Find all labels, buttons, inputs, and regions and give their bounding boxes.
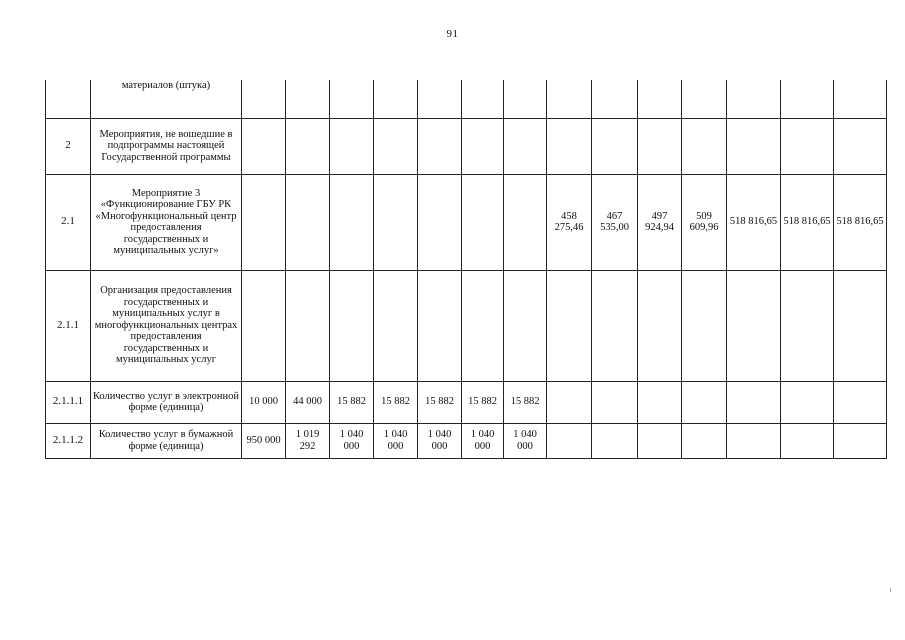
value-cell xyxy=(834,80,887,118)
value-cell: 518 816,65 xyxy=(781,174,834,270)
value-cell xyxy=(547,423,592,458)
row-name-cell: Количество услуг в электронной форме (единица) xyxy=(91,381,242,423)
value-cell xyxy=(418,270,462,381)
value-cell xyxy=(781,381,834,423)
value-cell xyxy=(781,423,834,458)
value-cell xyxy=(727,270,781,381)
value-cell xyxy=(638,270,682,381)
value-cell xyxy=(682,423,727,458)
value-cell xyxy=(682,270,727,381)
table-row xyxy=(46,174,887,270)
value-cell xyxy=(374,270,418,381)
value-cell xyxy=(242,174,286,270)
value-cell xyxy=(330,270,374,381)
value-cell xyxy=(727,423,781,458)
value-cell: 44 000 xyxy=(286,381,330,423)
value-cell xyxy=(682,381,727,423)
row-name-cell: Мероприятие 3 «Функционирование ГБУ РК «Многофункциональный центр предоставления государственных и муниципальных услуг» xyxy=(91,174,242,270)
table-row xyxy=(46,118,887,174)
value-cell xyxy=(462,118,504,174)
value-cell xyxy=(286,80,330,118)
value-cell xyxy=(592,423,638,458)
value-cell xyxy=(781,80,834,118)
row-name-cell: Мероприятия, не вошедшие в подпрограммы настоящей Государственной программы xyxy=(91,118,242,174)
value-cell xyxy=(834,118,887,174)
value-cell xyxy=(462,270,504,381)
value-cell xyxy=(834,381,887,423)
value-cell xyxy=(418,174,462,270)
row-name-cell: Количество услуг в бумажной форме (единица) xyxy=(91,423,242,458)
value-cell xyxy=(330,174,374,270)
value-cell: 518 816,65 xyxy=(727,174,781,270)
page-number: 91 xyxy=(446,28,459,40)
table-row xyxy=(46,381,887,423)
value-cell xyxy=(418,80,462,118)
value-cell xyxy=(462,80,504,118)
value-cell xyxy=(547,381,592,423)
row-number-cell: 2.1.1 xyxy=(46,270,91,381)
row-name-cell: Организация предоставления государственных и муниципальных услуг в многофункциональных центрах предоставления государственных и муниципальных услуг xyxy=(91,270,242,381)
value-cell: 1 040 000 xyxy=(330,423,374,458)
value-cell: 1 040 000 xyxy=(418,423,462,458)
value-cell xyxy=(286,174,330,270)
value-cell xyxy=(418,118,462,174)
value-cell xyxy=(781,118,834,174)
value-cell: 1 019 292 xyxy=(286,423,330,458)
value-cell xyxy=(727,118,781,174)
value-cell xyxy=(592,80,638,118)
value-cell: 15 882 xyxy=(374,381,418,423)
value-cell: 1 040 000 xyxy=(462,423,504,458)
value-cell xyxy=(374,80,418,118)
value-cell: 15 882 xyxy=(330,381,374,423)
value-cell xyxy=(330,80,374,118)
row-number-cell: 2.1 xyxy=(46,174,91,270)
value-cell: 950 000 xyxy=(242,423,286,458)
value-cell xyxy=(504,270,547,381)
value-cell xyxy=(638,381,682,423)
value-cell xyxy=(592,270,638,381)
row-number-cell xyxy=(46,80,91,118)
table-row xyxy=(46,80,887,118)
value-cell xyxy=(374,174,418,270)
value-cell xyxy=(374,118,418,174)
row-number-cell: 2 xyxy=(46,118,91,174)
value-cell xyxy=(242,118,286,174)
value-cell: 509 609,96 xyxy=(682,174,727,270)
value-cell xyxy=(286,118,330,174)
value-cell xyxy=(638,80,682,118)
value-cell xyxy=(834,270,887,381)
row-number-cell: 2.1.1.1 xyxy=(46,381,91,423)
value-cell xyxy=(504,80,547,118)
value-cell xyxy=(682,80,727,118)
scan-mark xyxy=(890,588,891,592)
value-cell xyxy=(286,270,330,381)
row-name-cell: материалов (штука) xyxy=(91,80,242,118)
value-cell: 10 000 xyxy=(242,381,286,423)
value-cell: 518 816,65 xyxy=(834,174,887,270)
value-cell xyxy=(592,118,638,174)
program-table xyxy=(45,80,887,459)
row-number-cell: 2.1.1.2 xyxy=(46,423,91,458)
table-row xyxy=(46,423,887,458)
value-cell xyxy=(682,118,727,174)
value-cell: 497 924,94 xyxy=(638,174,682,270)
value-cell xyxy=(547,80,592,118)
value-cell: 15 882 xyxy=(504,381,547,423)
value-cell: 15 882 xyxy=(418,381,462,423)
value-cell: 467 535,00 xyxy=(592,174,638,270)
value-cell xyxy=(727,80,781,118)
value-cell xyxy=(330,118,374,174)
value-cell xyxy=(638,423,682,458)
value-cell xyxy=(547,118,592,174)
value-cell xyxy=(592,381,638,423)
value-cell xyxy=(727,381,781,423)
value-cell xyxy=(834,423,887,458)
value-cell xyxy=(242,270,286,381)
value-cell xyxy=(504,118,547,174)
value-cell xyxy=(547,270,592,381)
value-cell xyxy=(242,80,286,118)
value-cell xyxy=(504,174,547,270)
table-row xyxy=(46,270,887,381)
value-cell xyxy=(781,270,834,381)
value-cell: 15 882 xyxy=(462,381,504,423)
value-cell xyxy=(462,174,504,270)
value-cell: 1 040 000 xyxy=(374,423,418,458)
value-cell: 458 275,46 xyxy=(547,174,592,270)
value-cell xyxy=(638,118,682,174)
value-cell: 1 040 000 xyxy=(504,423,547,458)
